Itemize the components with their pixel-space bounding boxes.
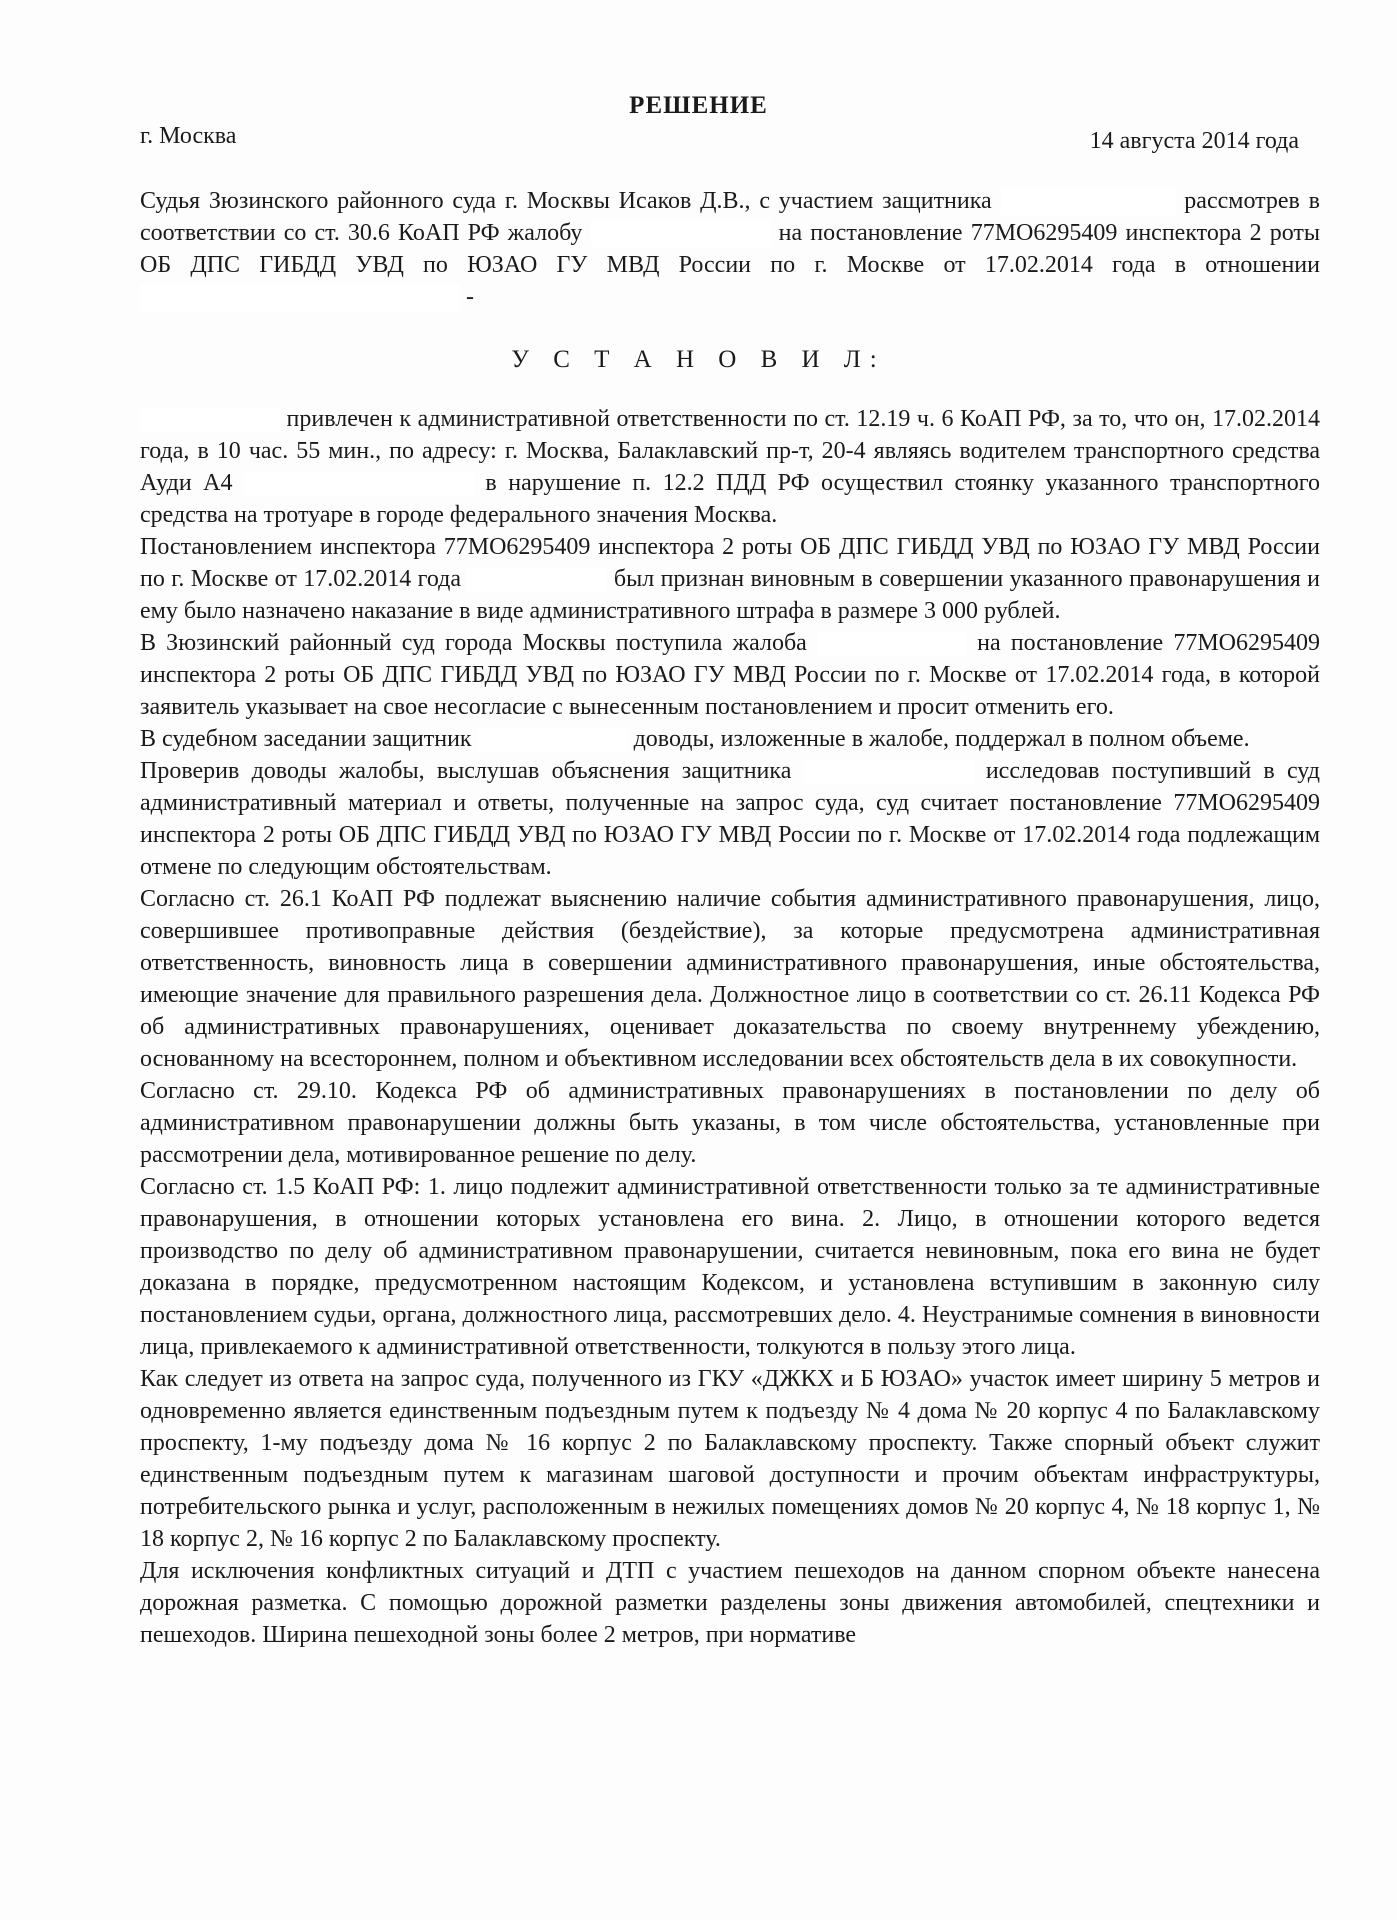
body-paragraph: Согласно ст. 26.1 КоАП РФ подлежат выяснению наличие события административного правонарушения, лицо, совершившее противоправные действия (бездействие), за которые предусмотрена административная ответственность, виновность лица в совершении административного правонарушения, иные обстоятельства, имеющие значение для правильного разрешения дела. Должностное лицо в соответствии со ст. 26.11 Кодекса РФ об административных правонарушениях, оценивает доказательства по своему внутреннему убеждению, основанному на всестороннем, полном и объективном исследовании всех обстоятельств дела в их совокупности. bbox=[140, 886, 1320, 1072]
redacted-name bbox=[478, 727, 628, 753]
body-text: доводы, изложенные в жалобе, поддержал в полном объеме. bbox=[633, 726, 1250, 752]
section-heading-established: У С Т А Н О В И Л: bbox=[511, 346, 886, 373]
intro-text-resolution: на постановление 77МО6295409 инспектора 2 роты ОБ ДПС ГИБДД УВД по ЮЗАО ГУ МВД России по г. Москве от 17.02.2014 года в отношении bbox=[140, 220, 1321, 278]
document-title: РЕШЕНИЕ bbox=[629, 92, 768, 119]
redacted-name bbox=[140, 407, 280, 433]
body-paragraph bbox=[140, 723, 1320, 755]
intro-text-dash: - bbox=[466, 284, 474, 310]
body-text: исследовав поступивший в суд административный материал и ответы, полученные на запрос суда, суд считает постановление 77МО6295409 инспектора 2 роты ОБ ДПС ГИБДД УВД по ЮЗАО ГУ МВД России по г. Москве от 17.02.2014 года подлежащим отмене по следующим обстоятельствам. bbox=[140, 758, 1321, 880]
redacted-name bbox=[817, 631, 967, 657]
body-paragraph: Как следует из ответа на запрос суда, полученного из ГКУ «ДЖКХ и Б ЮЗАО» участок имеет ширину 5 метров и одновременно является единственным подъездным путем к подъезду № 4 дома № 20 корпус 4 по Балаклавскому проспекту, 1-му подъезду дома № 16 корпус 2 по Балаклавскому проспекту. Также спорный объект служит единственным подъездным путем к магазинам шаговой доступности и прочим объектам инфраструктуры, потребительского рынка и услуг, расположенным в нежилых помещениях домов № 20 корпус 4, № 18 корпус 1, № 18 корпус 2, № 16 корпус 2 по Балаклавскому проспекту. bbox=[140, 1366, 1320, 1552]
intro-block bbox=[140, 185, 1320, 313]
body-text: Постановлением инспектора 77МО6295409 инспектора 2 роты ОБ ДПС ГИБДД УВД по ЮЗАО ГУ МВД России по г. Москве от 17.02.2014 года bbox=[140, 534, 1320, 592]
body-text: В Зюзинский районный суд города Москвы поступила жалоба bbox=[140, 630, 807, 656]
body-text: В судебном заседании защитник bbox=[140, 726, 472, 752]
body-paragraph: Для исключения конфликтных ситуаций и ДТП с участием пешеходов на данном спорном объекте нанесена дорожная разметка. С помощью дорожной разметки разделены зоны движения автомобилей, спецтехники и пешеходов. Ширина пешеходной зоны более 2 метров, при нормативе bbox=[140, 1558, 1320, 1648]
body-text: на постановление 77МО6295409 инспектора 2 роты ОБ ДПС ГИБДД УВД по ЮЗАО ГУ МВД России по г. Москве от 17.02.2014 года, в которой заявитель указывает на свое несогласие с вынесенным постановлением и просит отменить его. bbox=[140, 630, 1321, 720]
redacted-name bbox=[467, 567, 607, 593]
body-text: в нарушение п. 12.2 ПДД РФ осуществил стоянку указанного транспортного средства на тротуаре в городе федерального значения Москва. bbox=[140, 470, 1320, 528]
intro-text-review: рассмотрев в соответствии со ст. 30.6 КоАП РФ жалобу bbox=[140, 188, 1321, 246]
body-paragraph bbox=[140, 755, 1320, 883]
body-text: был признан виновным в совершении указанного правонарушения и ему было назначено наказание в виде административного штрафа в размере 3 000 рублей. bbox=[140, 566, 1321, 624]
document-date: 14 августа 2014 года bbox=[1089, 128, 1299, 154]
redacted-name bbox=[140, 285, 460, 311]
intro-paragraph bbox=[140, 185, 1320, 313]
document-city: г. Москва bbox=[140, 123, 237, 149]
body-text: Проверив доводы жалобы, выслушав объяснения защитника bbox=[140, 758, 792, 784]
redacted-name bbox=[591, 221, 771, 247]
redacted-name bbox=[1001, 189, 1176, 215]
body-paragraph bbox=[140, 403, 1320, 531]
body-paragraph: Согласно ст. 29.10. Кодекса РФ об административных правонарушениях в постановлении по делу об административном правонарушении должны быть указаны, в том числе обстоятельства, установленные при рассмотрении дела, мотивированное решение по делу. bbox=[140, 1078, 1320, 1168]
redacted-name bbox=[804, 759, 974, 785]
body-paragraph bbox=[140, 627, 1320, 723]
body-paragraph bbox=[140, 531, 1320, 627]
body-text: привлечен к административной ответственности по ст. 12.19 ч. 6 КоАП РФ, за то, что он, 17.02.2014 года, в 10 час. 55 мин., по адресу: г. Москва, Балаклавский пр-т, 20-4 являясь водителем транспортного средства Ауди А4 bbox=[140, 406, 1320, 496]
intro-text-judge: Судья Зюзинского районного суда г. Москвы Исаков Д.В., с участием защитника bbox=[140, 188, 992, 214]
redacted-plate bbox=[244, 471, 474, 497]
body-block bbox=[140, 403, 1320, 1651]
body-paragraph: Согласно ст. 1.5 КоАП РФ: 1. лицо подлежит административной ответственности только за те административные правонарушения, в отношении которых установлена его вина. 2. Лицо, в отношении которого ведется производство по делу об административном правонарушении, считается невиновным, пока его вина не будет доказана в порядке, предусмотренном настоящим Кодексом, и установлена вступившим в законную силу постановлением судьи, органа, должностного лица, рассмотревших дело. 4. Неустранимые сомнения в виновности лица, привлекаемого к административной ответственности, толкуются в пользу этого лица. bbox=[140, 1174, 1320, 1360]
